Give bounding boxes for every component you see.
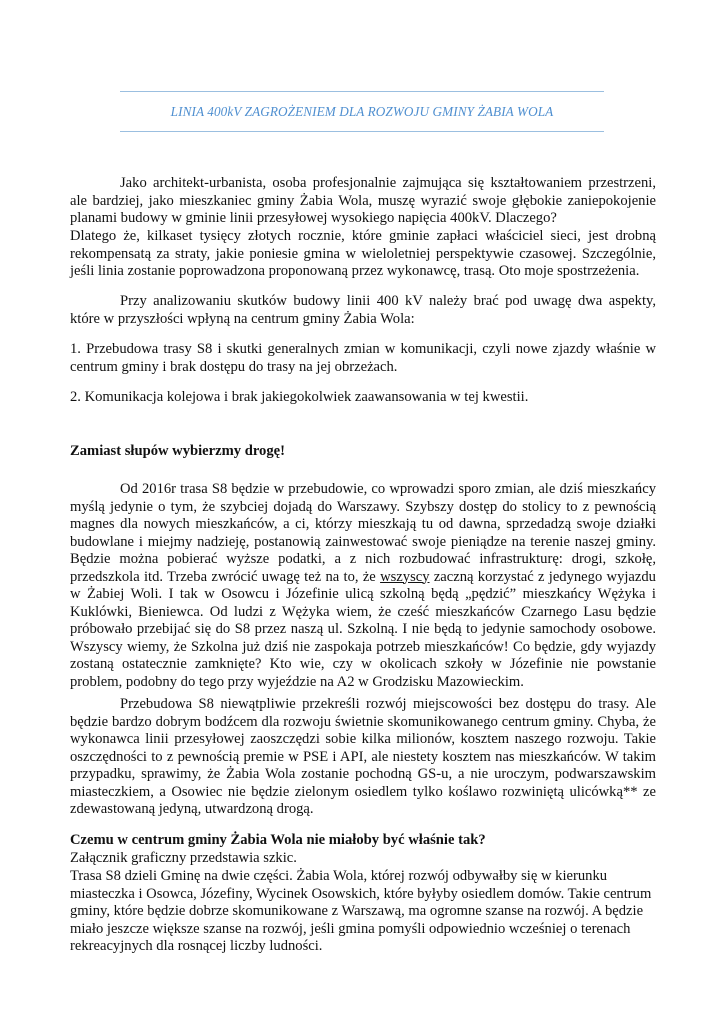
intro-paragraph-1 [70, 175, 656, 228]
section2-text-1: Trasa S8 dzieli Gminę na dwie części. Żabia Wola, której rozwój odbywałby się w kierunku miasteczka i Osowca, Józefiny, Wycinek Osowskich, które byłyby osiedlem domów. Takie centrum gminy, które będzie dobrze skomunikowane z Warszawą, ma ogromne szanse na rozwój. A będzie miało jeszcze większe szanse na rozwój, jeśli gmina pomyśli odpowiednio wcześniej o terenach rekreacyjnych dla rosnącej liczby ludności. [70, 868, 652, 954]
section1-text-1-after: zaczną korzystać z jedynego wyjazdu w Żabiej Woli. I tak w Osowcu i Józefinie ulicą szkolną będą „pędzić” mieszkańcy Wężyka i Kuklówki, Bieniewca. Od ludzi z Wężyka wiem, że cześć mieszkańców Czarnego Lasu będzie próbowało przebijać się do S8 przez naszą ul. Szkolną. I nie będą to jedynie samochody osobowe. Wszyscy wiemy, że Szkolna już dziś nie zaspokaja potrzeb mieszkańców! Co będzie, gdy wyjazdy zostaną ostatecznie zamknięte? Kto wie, czy w okolicach szkoły w Józefinie nie powstanie problem, podobny do tego przy wyjeździe na A2 w Grodzisku Mazowieckim. [70, 568, 656, 690]
section2-heading-text: Czemu w centrum gminy Żabia Wola nie miałoby być właśnie tak? [70, 832, 486, 848]
section1-text-1-before: Od 2016r trasa S8 będzie w przebudowie, co wprowadzi sporo zmian, ale dziś mieszkańcy myślą jedynie o tym, że szybciej dojadą do Warszawy. Szybszy dostęp do stolicy to z pewnością magnes dla nowych mieszkańców, a ci, którzy mieszkają tu od dawna, sprzedadzą swoje działki budowlane i miejmy nadzieję, postanowią zainwestować swoje pieniądze na terenie naszej gminy. Będzie można pobierać wyższe podatki, a z nich rozbudować infrastrukturę: drogi, szkołę, przedszkola itd. Trzeba zwrócić uwagę też na to, że [70, 481, 656, 585]
aspect-item-1-text: 1. Przebudowa trasy S8 i skutki generalnych zmian w komunikacji, czyli nowe zjazdy właśnie w centrum gminy i brak dostępu do trasy na jej obrzeżach. [70, 341, 656, 375]
intro-text-2: Dlatego że, kilkaset tysięcy złotych rocznie, które gminie zapłaci właściciel sieci, jest drobną rekompensatą za straty, jakie poniesie gmina w wieloletniej perspektywie czasowej. Szczególnie, jeśli linia zostanie poprowadzona proponowaną przez wykonawcę, trasą. Oto moje spostrzeżenia. [70, 228, 656, 279]
underlined-word: wszyscy [380, 568, 430, 585]
aspect-item-2 [70, 389, 656, 407]
section2-line-1 [70, 850, 656, 868]
intro-paragraph-3 [70, 293, 656, 328]
header-rule-bottom [120, 131, 604, 132]
section1-text-2: Przebudowa S8 niewątpliwie przekreśli rozwój miejscowości bez dostępu do trasy. Ale będzie bardzo dobrym bodźcem dla rozwoju świetnie skomunikowanego centrum gminy. Chyba, że wykonawca linii przesyłowej zaoszczędzi sobie kilka milionów, kosztem naszego rozwoju. Takie oszczędności to z pewnością premie w PSE i API, ale niestety kosztem nas mieszkańców. W takim przypadku, sprawimy, że Żabia Wola zostanie pochodną GS-u, a nie uroczym, podwarszawskim miasteczkiem, a Osowiec nie będzie zielonym osiedlem tylko koślawo rozwiniętą ulicówką** ze zdewastowaną jedyną, utwardzoną drogą. [70, 696, 656, 817]
intro-text-1: Jako architekt-urbanista, osoba profesjonalnie zajmująca się kształtowaniem przestrzeni, ale bardziej, jako mieszkaniec gminy Żabia Wola, muszę wyrazić swoje głębokie zaniepokojenie planami budowy w gminie linii przesyłowej wysokiego napięcia 400kV. Dlaczego? [70, 175, 656, 226]
section1-paragraph-1 [70, 481, 656, 691]
section1-paragraph-2 [70, 696, 656, 819]
intro-paragraph-2 [70, 228, 656, 281]
document-title: LINIA 400kV ZAGROŻENIEM DLA ROZWOJU GMINY ŻABIA WOLA [170, 104, 554, 119]
section1-heading-text: Zamiast słupów wybierzmy drogę! [70, 443, 285, 459]
header-rule-top [120, 91, 604, 92]
intro-text-3: Przy analizowaniu skutków budowy linii 400 kV należy brać pod uwagę dwa aspekty, które w przyszłości wpłyną na centrum gminy Żabia Wola: [70, 293, 656, 327]
section1-text-1 [70, 481, 656, 691]
section2-heading [70, 832, 656, 850]
section1-heading [70, 443, 656, 461]
section2-line-1-text: Załącznik graficzny przedstawia szkic. [70, 850, 297, 866]
aspect-item-1 [70, 341, 656, 376]
section2-paragraph-1 [70, 868, 656, 956]
aspect-item-2-text: 2. Komunikacja kolejowa i brak jakiegokolwiek zaawansowania w tej kwestii. [70, 389, 529, 405]
